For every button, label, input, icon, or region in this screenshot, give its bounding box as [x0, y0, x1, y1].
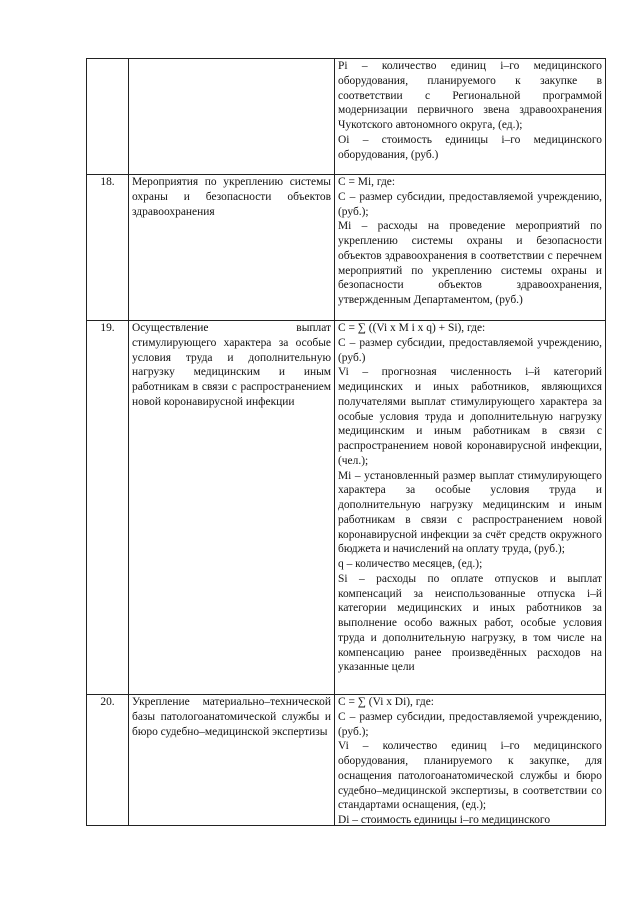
formula-cell: [335, 175, 606, 321]
row-number: 19.: [87, 321, 129, 695]
row-number: 18.: [87, 175, 129, 321]
formula-line: Si – расходы по оплате отпусков и выплат компенсаций за неиспользованные отпуска i–й категории медицинских и иных работников за выполнение особо важных работ, особые условия труда и дополнительную нагрузку, в том числе на компенсацию ранее произведённых расходов на указанные цели: [338, 572, 602, 674]
formula-line: Di – стоимость единицы i–го медицинского: [338, 814, 551, 825]
formula-line: C – размер субсидии, предоставляемой учреждению, (руб.): [338, 336, 602, 364]
measure-name: [129, 321, 335, 695]
measure-name: [129, 695, 335, 826]
table-row: [87, 59, 606, 175]
formula-line: Oi – стоимость единицы i–го медицинского оборудования, (руб.): [338, 133, 602, 161]
measure-name-text: Мероприятия по укреплению системы охраны и безопасности объектов здравоохранения: [132, 176, 331, 218]
formula-line: C = Mi, где:: [338, 176, 396, 188]
table-row: [87, 321, 606, 695]
row-number: 20.: [87, 695, 129, 826]
formula-line: C = ∑ ((Vi x M i x q) + Si), где:: [338, 322, 486, 334]
row-number: [87, 59, 129, 175]
formula-line: C – размер субсидии, предоставляемой учреждению, (руб.);: [338, 710, 602, 738]
formula-line: Pi – количество единиц i–го медицинского оборудования, планируемого к закупке в соответствии с Региональной программой модернизации первичного звена здравоохранения Чукотского автономного округа, (ед.);: [338, 60, 602, 131]
table-row: [87, 175, 606, 321]
formula-clip: [338, 695, 602, 825]
measure-name: [129, 175, 335, 321]
formula-line: Mi – установленный размер выплат стимулирующего характера за особые условия труда и дополнительную нагрузку медицинским и иным работникам в связи с распространением новой коронавирусной инфекции за счёт средств окружного бюджета и начислений на оплату труда, (руб.);: [338, 469, 602, 556]
subsidy-formula-table: [86, 58, 606, 826]
formula-line: q – количество месяцев, (ед.);: [338, 558, 483, 570]
formula-line: Vi – количество единиц i–го медицинского оборудования, планируемого к закупке, для оснащения патологоанатомической службы и бюро судебно–медицинской экспертизы, в соответствии со стандартами оснащения, (ед.);: [338, 740, 602, 812]
formula-cell: [335, 321, 606, 695]
measure-name-text: Осуществление выплат стимулирующего характера за особые условия труда и дополнительную нагрузку медицинским и иным работникам в связи с распространением новой коронавирусной инфекции: [132, 322, 331, 408]
measure-name: [129, 59, 335, 175]
formula-line: C – размер субсидии, предоставляемой учреждению, (руб.);: [338, 190, 602, 218]
formula-line: Vi – прогнозная численность i–й категорий медицинских и иных работников, являющихся получателями выплат стимулирующего характера за особые условия труда и дополнительную нагрузку медицинским и иным работникам в связи с распространением новой коронавирусной инфекции, (чел.);: [338, 366, 602, 467]
formula-cell: [335, 59, 606, 175]
formula-cell: [335, 695, 606, 826]
measure-name-text: Укрепление материально–технической базы патологоанатомической службы и бюро судебно–медицинской экспертизы: [132, 696, 331, 738]
formula-line: C = ∑ (Vi x Di), где:: [338, 696, 434, 708]
formula-line: Mi – расходы на проведение мероприятий по укреплению системы охраны и безопасности объектов здравоохранения в соответствии с перечнем мероприятий по укреплению системы охраны и безопасности объектов здравоохранения, утвержденным Департаментом, (руб.): [338, 220, 602, 306]
table-row: [87, 695, 606, 826]
